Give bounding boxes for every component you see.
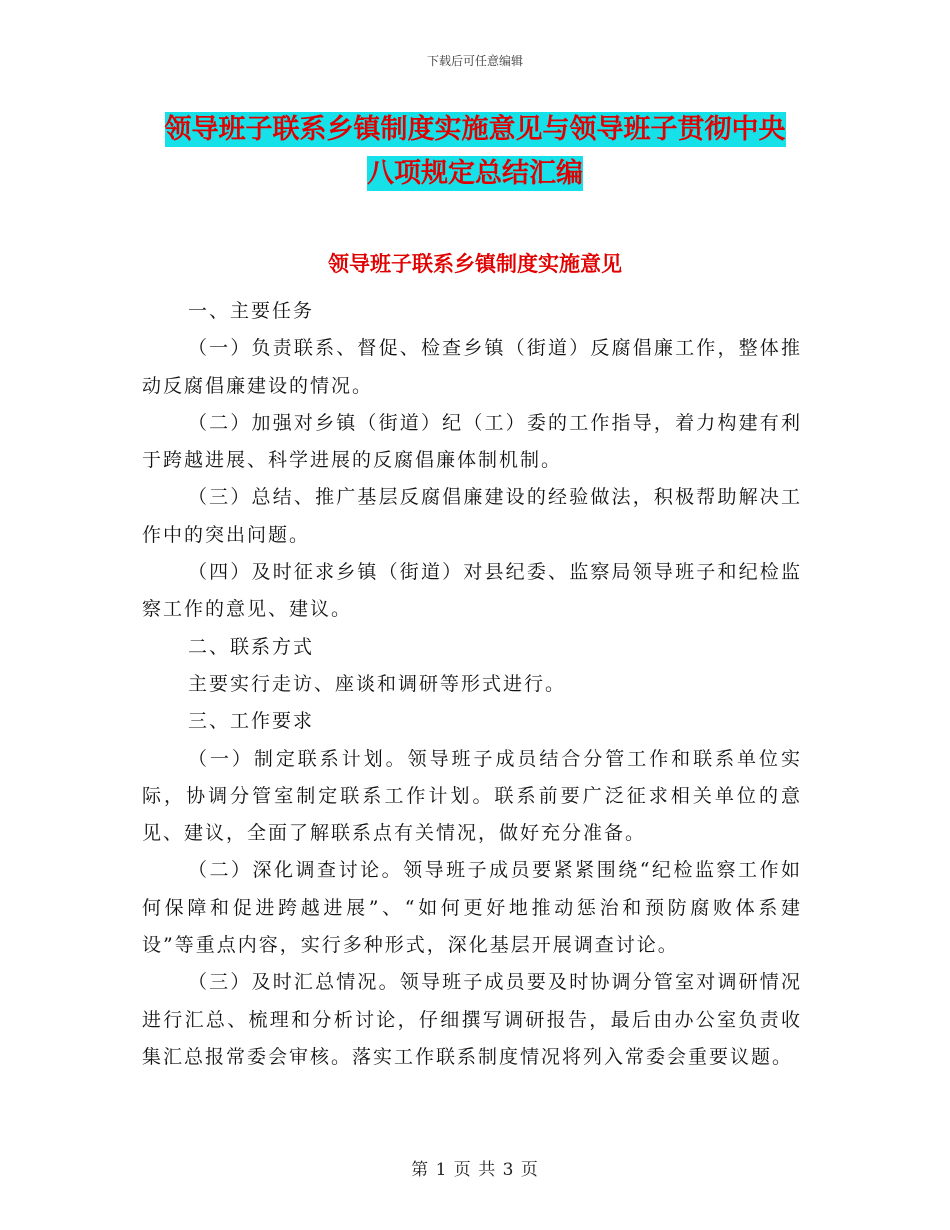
paragraph: （一）制定联系计划。领导班子成员结合分管工作和联系单位实际，协调分管室制定联系工作计划。联系前要广泛征求相关单位的意见、建议，全面了解联系点有关情况，做好充分准备。 xyxy=(142,747,802,845)
document-title-line-1: 领导班子联系乡镇制度实施意见与领导班子贯彻中央 xyxy=(164,114,786,145)
body-text xyxy=(142,293,802,1076)
paragraph: 主要实行走访、座谈和调研等形式进行。 xyxy=(188,672,567,695)
document-title xyxy=(0,108,950,196)
document-title-line-2: 八项规定总结汇编 xyxy=(367,158,583,189)
paragraph: （二）深化调查讨论。领导班子成员要紧紧围绕“纪检监察工作如何保障和促进跨越进展”、“如何更好地推动惩治和预防腐败体系建设”等重点内容，实行多种形式，深化基层开展调查讨论。 xyxy=(142,859,802,957)
paragraph: （二）加强对乡镇（街道）纪（工）委的工作指导，着力构建有利于跨越进展、科学进展的反腐倡廉体制机制。 xyxy=(142,411,802,472)
paragraph: （三）及时汇总情况。领导班子成员要及时协调分管室对调研情况进行汇总、梳理和分析讨论，仔细撰写调研报告，最后由办公室负责收集汇总报常委会审核。落实工作联系制度情况将列入常委会重要议题。 xyxy=(142,971,802,1068)
paragraph: 二、联系方式 xyxy=(188,635,315,658)
paragraph: （四）及时征求乡镇（街道）对县纪委、监察局领导班子和纪检监察工作的意见、建议。 xyxy=(142,561,802,621)
page-header: 下载后可任意编辑 xyxy=(426,54,523,68)
page-footer: 第 1 页 共 3 页 xyxy=(411,1160,539,1180)
paragraph: 三、工作要求 xyxy=(188,710,315,733)
paragraph: 一、主要任务 xyxy=(188,300,315,322)
paragraph: （一）负责联系、督促、检查乡镇（街道）反腐倡廉工作，整体推动反腐倡廉建设的情况。 xyxy=(142,337,802,397)
paragraph: （三）总结、推广基层反腐倡廉建设的经验做法，积极帮助解决工作中的突出问题。 xyxy=(142,486,802,546)
section-title: 领导班子联系乡镇制度实施意见 xyxy=(328,252,622,276)
